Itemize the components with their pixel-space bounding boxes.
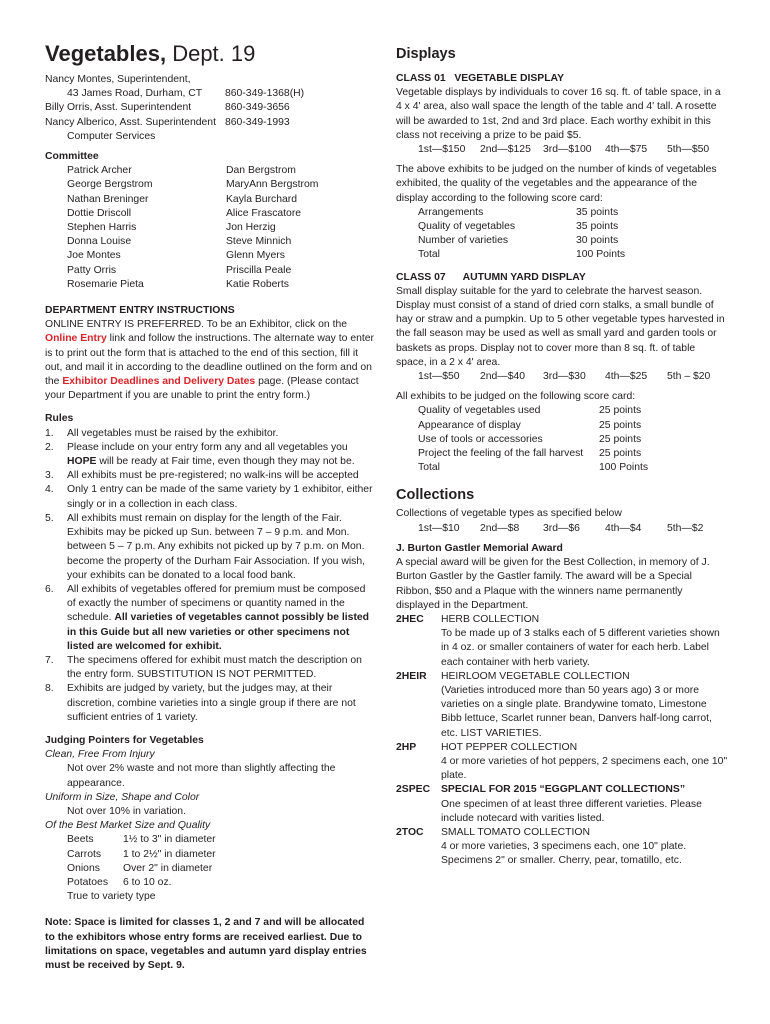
vegetable-size: 6 to 10 oz. <box>123 876 172 888</box>
committee-member: Nathan Breninger <box>67 193 149 205</box>
committee-member: MaryAnn Bergstrom <box>226 179 319 191</box>
class-code: 2HEIR <box>396 670 427 682</box>
prize-amount: 5th—$50 <box>667 144 710 156</box>
prize-amount: 4th—$25 <box>605 371 648 383</box>
committee-member: Steve Minnich <box>226 236 292 248</box>
vegetable-name: Onions <box>67 862 100 874</box>
class-01-score-card <box>396 206 728 263</box>
prize-amount: 5th – $20 <box>667 371 711 383</box>
staff-line: 43 James Road, Durham, CT 860-349-1368(H) <box>67 88 305 100</box>
class-description: 4 or more varieties of hot peppers, 2 specimens each, one 10" plate. <box>441 755 728 782</box>
vegetable-size: 1½ to 3" in diameter <box>123 834 216 846</box>
score-row <box>396 234 728 248</box>
rule-item: 1. All vegetables must be raised by the exhibitor. <box>45 427 279 439</box>
vegetable-name: Potatoes <box>67 876 109 888</box>
class-body <box>441 741 728 784</box>
vegetable-size: Over 2" in diameter <box>123 862 213 874</box>
staff-line: Nancy Alberico, Asst. Superintendent 860-349-1993 <box>45 116 290 128</box>
prize-amount: 5th—$2 <box>667 522 704 534</box>
size-row <box>45 862 375 876</box>
score-item: Quality of vegetables <box>418 221 516 233</box>
class-body <box>441 670 728 741</box>
score-item: Appearance of display <box>418 419 521 431</box>
committee-member: Joe Montes <box>67 250 121 262</box>
committee-member: Priscilla Peale <box>226 264 292 276</box>
class-name: HERB COLLECTION <box>441 613 540 625</box>
right-column <box>396 44 728 869</box>
collection-class <box>396 741 728 784</box>
collections-text: Collections of vegetable types as specified below <box>396 508 622 520</box>
prize-amount: 2nd—$40 <box>480 371 526 383</box>
rule-item: 6. All exhibits of vegetables offered for premium must be composed of exactly the number of specimens or quantity named in the schedule. All varieties of vegetables cannot possibly be listed in this Guide but all new varieties or other specimens not listed are welcomed for exhibit. <box>45 583 370 652</box>
class-description: 4 or more varieties, 3 specimens each, one 10" plate. Specimens 2" or smaller. Cherry, pear, tomatillo, etc. <box>441 841 687 867</box>
score-row <box>396 404 728 418</box>
size-row <box>45 876 375 890</box>
size-row <box>45 848 375 862</box>
committee-member: Dan Bergstrom <box>226 165 296 177</box>
class-01-judging: The above exhibits to be judged on the number of kinds of vegetables exhibited, the quality of the vegetables and the appearance of the display according to the following score card: <box>396 164 717 204</box>
score-item: Number of varieties <box>418 235 509 247</box>
class-name: HOT PEPPER COLLECTION <box>441 741 578 753</box>
collection-class <box>396 670 728 741</box>
class-07-prizes <box>396 370 728 384</box>
class-07-judging: All exhibits to be judged on the following score card: <box>396 391 636 403</box>
size-table <box>45 833 375 890</box>
committee-heading: Committee <box>45 151 99 163</box>
award-title: J. Burton Gastler Memorial Award <box>396 542 563 554</box>
class-07-score-card <box>396 404 728 475</box>
class-code: 2SPEC <box>396 784 431 796</box>
class-body <box>441 826 728 869</box>
online-entry-link[interactable]: Online Entry <box>45 333 107 345</box>
size-row <box>45 833 375 847</box>
score-points: 25 points <box>599 448 642 460</box>
judging-subheading: Uniform in Size, Shape and Color <box>45 791 200 803</box>
award-text: A special award will be given for the Best Collection, in memory of J. Burton Gastler by the Gastler family. The award will be a Special Ribbon, $50 and a Plaque with the winners name permanently displayed in the Department. <box>396 557 710 611</box>
score-points: 100 Points <box>599 462 649 474</box>
collection-class <box>396 613 728 670</box>
staff-list <box>45 73 375 144</box>
committee-member: Patrick Archer <box>67 165 132 177</box>
class-code: 2HP <box>396 741 417 753</box>
judging-subheading: Of the Best Market Size and Quality <box>45 820 211 832</box>
vegetable-name: Beets <box>67 834 94 846</box>
staff-line: Nancy Montes, Superintendent, <box>45 74 191 85</box>
rules-list <box>45 427 375 725</box>
committee-member: Katie Roberts <box>226 278 289 290</box>
judging-text: Not over 10% in variation. <box>67 805 186 817</box>
score-points: 100 Points <box>576 249 626 261</box>
score-points: 25 points <box>599 433 642 445</box>
class-01-text: Vegetable displays by individuals to cover 16 sq. ft. of table space, in a 4 x 4' area, also wall space the length of the table and 4' tall. A rosette will be awarded to 1st, 2nd and 3rd place. Each worthy exhibit in this class not receiving a prize to be paid $5. <box>396 87 721 141</box>
rule-item: 8. Exhibits are judged by variety, but the judges may, at their discretion, combine varieties into a single group if there are not sufficient entries of 1 variety. <box>45 683 356 723</box>
score-row <box>396 220 728 234</box>
page-title: Vegetables, Dept. 19 <box>45 41 256 66</box>
class-name: HEIRLOOM VEGETABLE COLLECTION <box>441 670 630 682</box>
score-points: 25 points <box>599 405 642 417</box>
prize-amount: 2nd—$8 <box>480 522 520 534</box>
staff-line: Billy Orris, Asst. Superintendent 860-349-3656 <box>45 102 290 114</box>
committee-member: Glenn Myers <box>226 250 285 262</box>
entry-heading: DEPARTMENT ENTRY INSTRUCTIONS <box>45 305 235 317</box>
space-note: Note: Space is limited for classes 1, 2 and 7 and will be allocated to the exhibitors whose entry forms are received earliest. Due to limitations on space, vegetables and autumn yard display entries must be received by Sept. 9. <box>45 917 367 971</box>
committee-member: Stephen Harris <box>67 222 137 234</box>
exhibitor-deadlines-link[interactable]: Exhibitor Deadlines and Delivery Dates <box>62 376 256 388</box>
score-points: 35 points <box>576 221 619 233</box>
judging-subheading: Clean, Free From Injury <box>45 749 155 761</box>
score-points: 30 points <box>576 235 619 247</box>
rule-item: 7. The specimens offered for exhibit must match the description on the entry form. SUBSTITUTION IS NOT PERMITTED. <box>45 654 362 681</box>
rule-item: 2. Please include on your entry form any and all vegetables you HOPE will be ready at Fair time, even though they may not be. <box>45 441 355 468</box>
judging-text: True to variety type <box>67 891 156 903</box>
prize-amount: 1st—$50 <box>418 371 460 383</box>
score-item: Use of tools or accessories <box>418 433 543 445</box>
collection-class <box>396 826 728 869</box>
staff-line: Computer Services <box>67 130 156 142</box>
score-item: Project the feeling of the fall harvest <box>418 448 584 460</box>
prize-amount: 4th—$75 <box>605 144 648 156</box>
score-item: Total <box>418 249 440 261</box>
judging-text: Not over 2% waste and not more than slightly affecting the appearance. <box>67 763 336 789</box>
score-item: Total <box>418 462 440 474</box>
class-description: (Varieties introduced more than 50 years ago) 3 or more varieties on a single plate. Brandywine tomato, Limestone Bibb lettuce, Scarlet runner bean, Danvers half-long carrot, etc. LIST VARIETIES. <box>441 684 712 739</box>
vegetable-name: Carrots <box>67 848 102 860</box>
class-07-text: Small display suitable for the yard to celebrate the harvest season. Display must consist of a stand of dried corn stalks, a small bundle of hay or straw and a pumpkin. Up to 5 other vegetable types harvested in the fall season may be used as well as small yard and garden tools or baskets as props. Display not to cover more than 8 sq. ft. of table space, in a 2 x 4' area. <box>396 285 725 368</box>
rule-item: 3. All exhibits must be pre-registered; no walk-ins will be accepted <box>45 470 359 482</box>
score-row <box>396 447 728 461</box>
class-body <box>441 613 728 670</box>
judging-heading: Judging Pointers for Vegetables <box>45 734 204 746</box>
collections-heading: Collections <box>396 487 475 504</box>
rule-item: 5. All exhibits must remain on display for the length of the Fair. Exhibits may be picked up Sun. between 7 – 9 p.m. and Mon. between 5 – 7 p.m. Any exhibits not picked up by 7 p.m. on Mon. become the property of the Durham Fair Association. If you wish, your exhibits can be donated to a local food bank. <box>45 512 366 581</box>
committee-member: Kayla Burchard <box>226 193 298 205</box>
score-row <box>396 248 728 262</box>
collection-class <box>396 783 728 826</box>
score-row <box>396 433 728 447</box>
class-description: To be made up of 3 stalks each of 5 different varieties shown in 4 oz. or smaller containers of water for each herb. Label each container with herb variety. <box>441 628 720 668</box>
committee-list <box>45 164 375 292</box>
score-row <box>396 461 728 475</box>
committee-member: Rosemarie Pieta <box>67 278 144 290</box>
score-item: Quality of vegetables used <box>418 405 541 417</box>
committee-member: Dottie Driscoll <box>67 207 132 219</box>
class-body <box>441 783 728 826</box>
class-01-prizes <box>396 143 728 157</box>
committee-member: Alice Frascatore <box>226 207 302 219</box>
score-row <box>396 419 728 433</box>
displays-heading: Displays <box>396 46 456 62</box>
class-description: One specimen of at least three different varieties. Please include notecard with varities listed. <box>441 798 702 824</box>
rules-heading: Rules <box>45 413 74 425</box>
prize-amount: 1st—$10 <box>418 522 460 534</box>
prize-amount: 4th—$4 <box>605 522 642 534</box>
committee-member: Donna Louise <box>67 236 132 248</box>
class-name: SPECIAL FOR 2015 “EGGPLANT COLLECTIONS” <box>441 784 686 796</box>
score-points: 35 points <box>576 206 619 218</box>
score-row <box>396 206 728 220</box>
class-name: SMALL TOMATO COLLECTION <box>441 826 590 838</box>
class-01-title: CLASS 01 VEGETABLE DISPLAY <box>396 73 565 84</box>
score-points: 25 points <box>599 419 642 431</box>
rule-item: 4. Only 1 entry can be made of the same variety by 1 exhibitor, either singly or in a collection in each class. <box>45 484 373 510</box>
prize-amount: 2nd—$125 <box>480 144 531 156</box>
prize-amount: 3rd—$100 <box>543 144 592 156</box>
prize-amount: 1st—$150 <box>418 144 466 156</box>
prize-amount: 3rd—$6 <box>543 522 580 534</box>
class-07-title: CLASS 07 AUTUMN YARD DISPLAY <box>396 271 586 283</box>
committee-member: Jon Herzig <box>226 222 276 234</box>
vegetable-size: 1 to 2½" in diameter <box>123 848 216 860</box>
left-column <box>45 73 375 973</box>
prize-amount: 3rd—$30 <box>543 371 586 383</box>
class-code: 2TOC <box>396 826 424 838</box>
class-code: 2HEC <box>396 613 424 625</box>
entry-instructions: ONLINE ENTRY IS PREFERRED. To be an Exhibitor, click on the Online Entry link and follow the instructions. The alternate way to enter is to print out the form that is attached to the end of this section, fill it out, and mail it in according to the deadline outlined on the form and on the Exhibitor Deadlines and Delivery Dates page. (Please contact your Department if you are unable to print the entry form.) <box>45 319 375 402</box>
committee-member: George Bergstrom <box>67 179 153 191</box>
score-item: Arrangements <box>418 206 484 218</box>
collection-classes <box>396 613 728 869</box>
committee-member: Patty Orris <box>67 264 117 276</box>
collections-prizes <box>396 522 728 536</box>
